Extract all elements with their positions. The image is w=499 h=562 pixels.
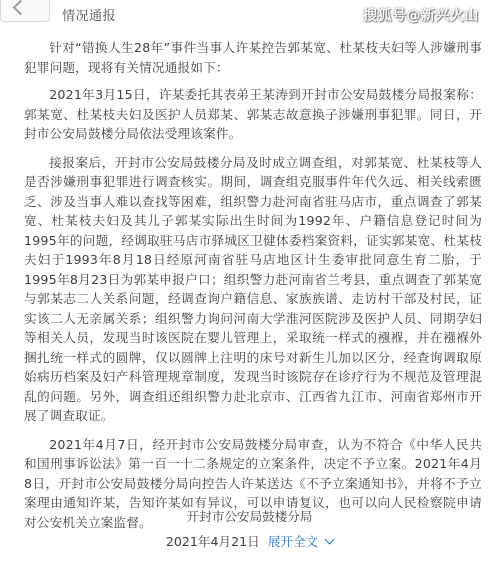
page-title: 情况通报 [62, 9, 117, 24]
signature-date-row [0, 531, 499, 550]
article-body [24, 38, 482, 541]
chevron-left-icon [13, 0, 29, 15]
expand-full-text-link[interactable] [268, 534, 333, 549]
paragraph-report: 2021年3月15日，许某委托其表弟王某涛到开封市公安局鼓楼分局报案称：郭某宽、杜某枝夫妇及医护人员郑某、郭某志故意换子涉嫌刑事犯罪。同日，开封市公安局鼓楼分局依法受理该案件。 [24, 87, 482, 141]
paragraph-intro: 针对“错换人生28年”事件当事人许某控告郭某宽、杜某枝夫妇等人涉嫌刑事犯罪问题，现将有关情况通报如下： [24, 40, 482, 75]
back-button[interactable] [0, 0, 50, 22]
expand-label: 展开全文 [267, 534, 319, 549]
top-bar [0, 0, 499, 24]
paragraph-investigation: 接报案后，开封市公安局鼓楼分局及时成立调查组，对郭某宽、杜某枝等人是否涉嫌刑事犯罪进行调查核实。期间，调查组克服事件年代久远、相关线索匮乏、涉及当事人难以查找等困难，组织警力赴河南省驻马店市，重点调查了郭某宽、杜某枝夫妇及其儿子郭某实际出生时间为1992年、户籍信息登记时间为1995年的问题，经调取驻马店市驿城区卫健体委档案资料，证实郭某宽、杜某枝夫妇于1993年8月18日经原河南省驻马店地区计生委审批同意生育二胎，于1995年8月23日为郭某申报户口；组织警力赴河南省兰考县，重点调查了郭某宽与郭某志二人关系问题，经调查询户籍信息、家族族谱、走访村干部及村民，证实该二人无亲属关系；组织警力询问河南大学淮河医院涉及医护人员、同期孕妇等相关人员，发现当时该医院在婴儿管理上，采取统一样式的襁褓，并在襁褓外捆扎统一样式的圆牌，仅以圆牌上注明的床号对新生儿加以区分，经查询调取原始病历档案及妇产科管理规章制度，发现当时该院存在诊疗行为不规范及管理混乱的问题。另外，调查组还组织警力赴北京市、江西省九江市、河南省郑州市开展了调查取证。 [24, 154, 482, 423]
watermark-text: 搜狐号@新兴火山 [363, 8, 479, 24]
signature-date: 2021年4月21日 [165, 534, 260, 549]
chevron-down-icon [325, 535, 335, 545]
signature-organization: 开封市公安局鼓楼分局 [186, 509, 313, 524]
paragraph-decision: 2021年4月7日，经开封市公安局鼓楼分局审查，认为不符合《中华人民共和国刑事诉讼法》第一百一十二条规定的立案条件，决定不予立案。2021年4月8日，开封市公安局鼓楼分局向控告人许某送达《不予立案通知书》，并将不予立案理由通知许某，告知许某如有异议，可以申请复议，也可以向人民检察院申请对公安机关立案监督。 [24, 436, 482, 530]
